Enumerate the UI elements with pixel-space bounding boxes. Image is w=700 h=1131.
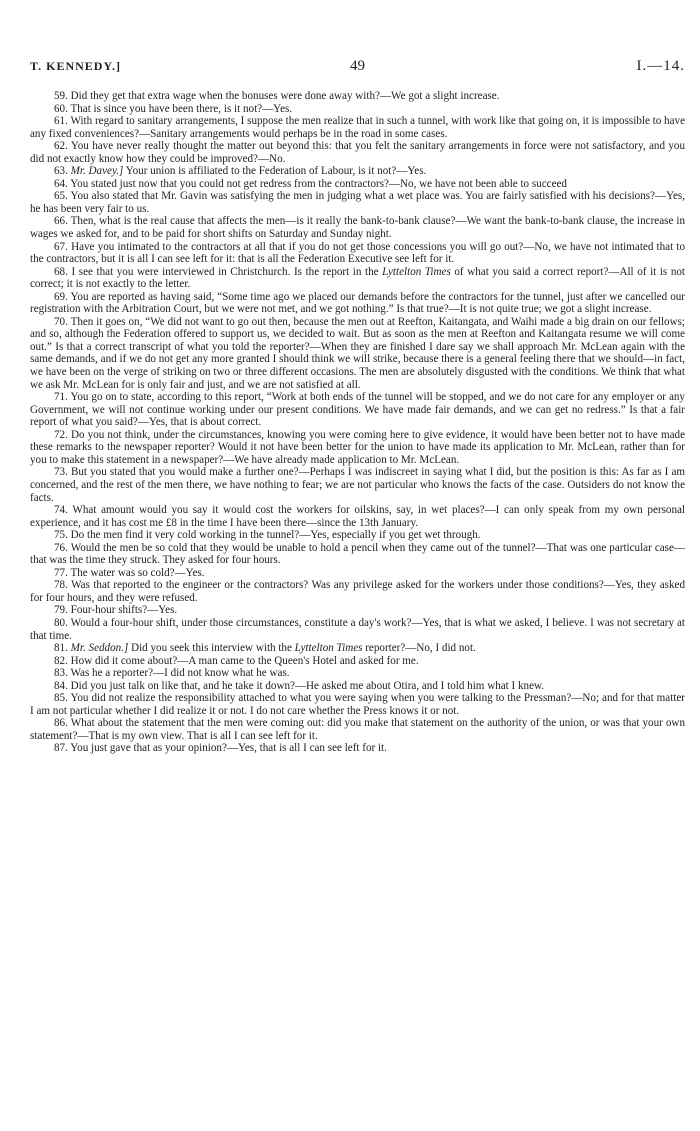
speaker-name: Mr. Seddon.] [70,642,129,655]
question-paragraph: 87. You just gave that as your opinion?—Yes, that is all I can see left for it. [54,742,387,755]
question-paragraph: 71. You go on to state, according to this report, “Work at both ends of the tunnel will be stopped, and we do not care for any employer or any Government, we will not continue working under our present conditions. We have made fair demands, and we can get no redress.” Is that a fair report of what you said?—Yes, that is about correct. [30,391,685,429]
question-paragraph: 73. But you stated that you would make a further one?—Perhaps I was indiscreet in saying what I did, but the position is this: As far as I am concerned, and the rest of the men there, we have nothing to fear; we are not particular who knows the facts of the case. Outsiders do not know the facts. [30,466,685,504]
question-paragraph: 64. You stated just now that you could not get redress from the contractors?—No, we have not been able to succeed [54,177,567,190]
question-paragraph: 77. The water was so cold?—Yes. [54,566,205,579]
question-paragraph: 83. Was he a reporter?—I did not know what he was. [54,667,290,680]
question-paragraph: 84. Did you just talk on like that, and he take it down?—He asked me about Otira, and I told him what I knew. [54,679,545,692]
question-paragraph: 82. How did it come about?—A man came to the Queen's Hotel and asked for me. [54,654,419,667]
question-paragraph: 79. Four-hour shifts?—Yes. [54,604,178,617]
question-paragraph: 61. With regard to sanitary arrangements, I suppose the men realize that in such a tunnel, with work like that going on, it is impossible to have any fixed conveniences?—Sanitary arrangements would perhaps be in the road in some cases. [30,115,685,140]
question-paragraph: 66. Then, what is the real cause that affects the men—is it really the bank-to-bank clause?—We want the bank-to-bank clause, the increase in wages we asked for, and to be paid for short shifts on Saturday and Sunday night. [30,215,685,241]
question-paragraph: 85. You did not realize the responsibility attached to what you were saying when you were talking to the Pressman?—No; and for that matter I am not particular whether I did realize it or not. I do not care whether the Press knows it or not. [30,692,685,717]
question-paragraph: 86. What about the statement that the men were coming out: did you make that statement on the authority of the union, or was that your own statement?—That is my own view. That is all I can see left for it. [30,717,685,742]
question-paragraph: 74. What amount would you say it would cost the workers for oilskins, say, in wet places?—I can only speak from my own personal experience, and it has cost me £8 in the time I have been there—since the 13th January. [30,504,685,529]
witness-name: T. KENNEDY.] [30,59,122,73]
question-paragraph: 60. That is since you have been there, is it not?—Yes. [54,102,293,115]
newspaper-title: Lyttelton Times [382,265,451,278]
question-paragraph: 65. You also stated that Mr. Gavin was satisfying the men in judging what a wet place was. You are fairly satisfied with his decisions?—Yes, he has been very fair to us. [30,190,685,215]
question-paragraph: 67. Have you intimated to the contractors at all that if you do not get those concessions you will go out?—No, we have not intimated that to the contractors, but it is all I can see left for it: that is all the Federation Executive see left for it. [30,240,685,266]
paper-reference: I.—14. [636,58,685,74]
question-paragraph: 72. Do you not think, under the circumstances, knowing you were coming here to give evidence, it would have been better not to have made these remarks to the newspaper reporter? Would it not have been better for the union to have made its application to Mr. McLean, rather than for you to make this statement in a newspaper?—We have already made application to Mr. McLean. [30,428,685,466]
question-paragraph: 76. Would the men be so cold that they would be unable to hold a pencil when they came out of the tunnel?—That was one particular case—that was the time they struck. They asked for four hours. [30,541,685,567]
question-paragraph: 62. You have never really thought the matter out beyond this: that you felt the sanitary arrangements in force were not satisfactory, and you did not exactly know how they could be improved?—No. [30,140,685,165]
newspaper-title: Lyttelton Times [294,642,363,655]
question-paragraph: 68. I see that you were interviewed in Christchurch. Is the report in the Lyttelton Times of what you said a correct report?—All of it is not correct; it is not exactly to the letter. [30,265,685,291]
page-number: 49 [350,58,365,74]
page-header [30,58,685,80]
question-paragraph: 63. Mr. Davey.] Your union is affiliated to the Federation of Labour, is it not?—Yes. [54,165,427,178]
question-paragraph: 75. Do the men find it very cold working in the tunnel?—Yes, especially if you get wet through. [54,529,481,542]
question-paragraph: 78. Was that reported to the engineer or the contractors? Was any privilege asked for the workers under those conditions?—Yes, they asked for four hours, and they were refused. [30,579,685,604]
question-paragraph: 70. Then it goes on, “We did not want to go out then, because the men out at Reefton, Kaitangata, and Waihi made a big drain on our fellows; and so, although the Federation offered to support us, we decided to wait. But as soon as the men at Reefton and Kaitangata resume we will come out.” Is that a correct transcript of what you told the reporter?—When they are finished I dare say we shall approach Mr. McLean again with the same demands, and if we do not get any more granted I should think we will strike, because there is a general feeling there that we should—in fact, we have been on the verge of striking on two or three different occasions. The men are absolutely disgusted with the conditions. We think that what we ask Mr. McLean for is only fair and just, and we are not satisfied at all. [30,315,685,391]
question-paragraph: 80. Would a four-hour shift, under those circumstances, constitute a day's work?—Yes, that is what we asked, I believe. I was not secretary at that time. [30,616,685,642]
document-page [30,58,685,755]
document-body [30,90,685,755]
question-paragraph: 59. Did they get that extra wage when the bonuses were done away with?—We got a slight increase. [54,90,500,102]
question-paragraph: 81. Mr. Seddon.] Did you seek this interview with the Lyttelton Times reporter?—No, I did not. [54,642,476,655]
speaker-name: Mr. Davey.] [70,165,124,178]
question-paragraph: 69. You are reported as having said, “Some time ago we placed our demands before the contractors for the tunnel, just after we cancelled our registration with the Arbitration Court, but we were not met, and we got nothing.” Is that true?—It is not quite true; we got a slight increase. [30,290,685,316]
